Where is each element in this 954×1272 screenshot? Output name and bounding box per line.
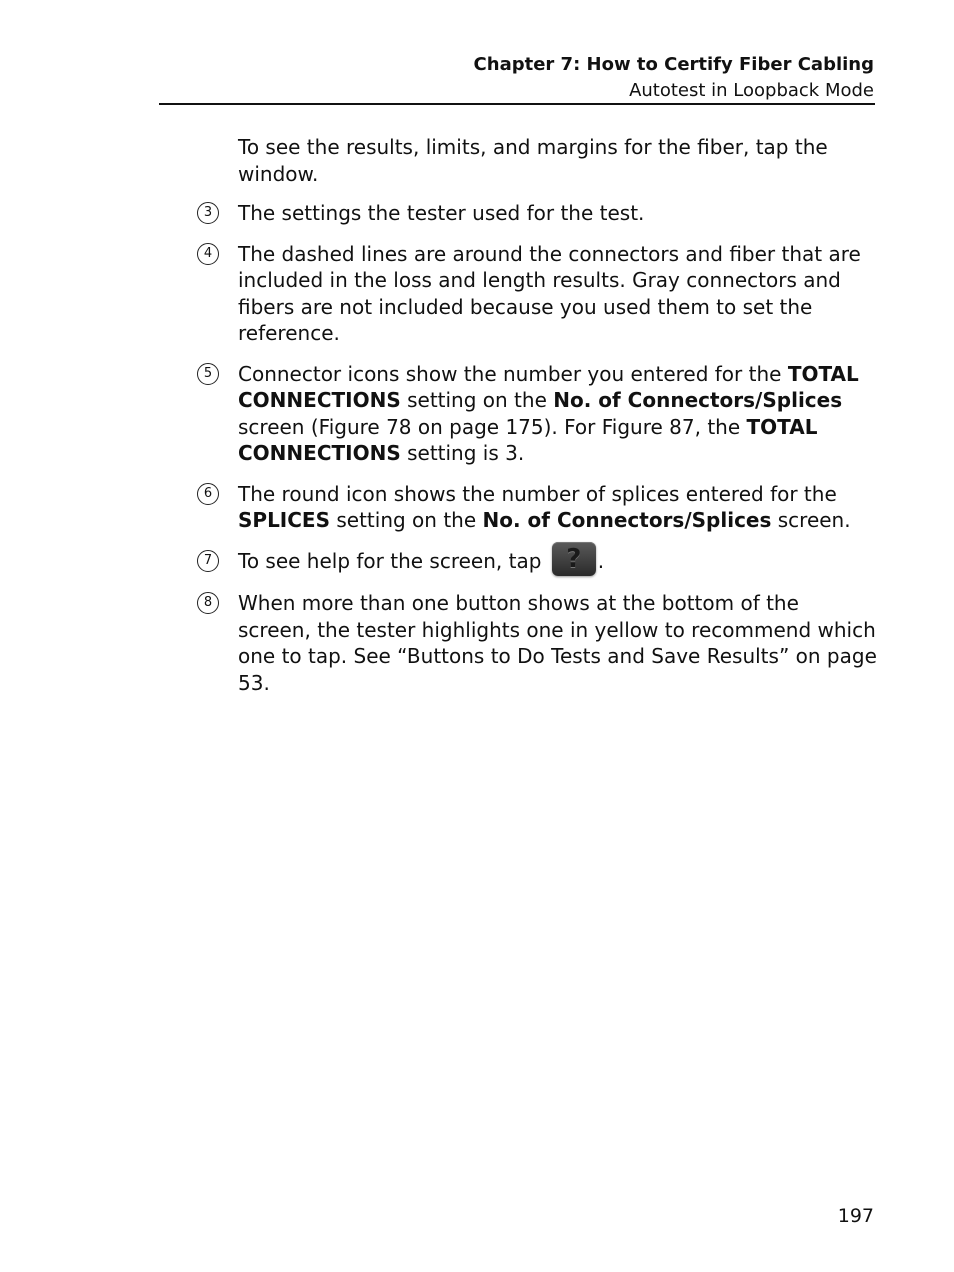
running-header (474, 52, 874, 104)
numbered-list (203, 200, 878, 696)
section-title: Autotest in Loopback Mode (629, 80, 874, 101)
callout-number: 5 (197, 363, 219, 385)
bold-term: TOTAL CONNECTIONS (238, 414, 818, 465)
list-item (203, 544, 878, 577)
bold-term: No. of Connectors/Splices (482, 508, 772, 532)
header-rule (159, 103, 875, 105)
help-icon: ? (552, 542, 596, 576)
callout-number: 4 (197, 243, 219, 265)
bold-term: No. of Connectors/Splices (553, 388, 843, 412)
list-item (203, 361, 878, 467)
item-text-segment: The settings the tester used for the test. (238, 201, 645, 225)
list-item (203, 590, 878, 696)
item-text-segment: setting is 3. (400, 441, 525, 465)
item-text (238, 481, 878, 534)
callout-number: 3 (197, 202, 219, 224)
item-text (238, 544, 878, 577)
chapter-title: Chapter 7: How to Certify Fiber Cabling (473, 54, 874, 75)
item-text (238, 361, 878, 467)
bold-term: TOTAL CONNECTIONS (238, 361, 859, 412)
list-item (203, 241, 878, 347)
item-text (238, 241, 878, 347)
callout-number: 7 (197, 550, 219, 572)
item-text-segment: When more than one button shows at the bottom of the screen, the tester highlights one in yellow to recommend which one to tap. See “Buttons to Do Tests and Save Results” on page 53. (238, 591, 877, 695)
item-text-segment: setting on the (330, 508, 483, 532)
bold-term: SPLICES (238, 508, 330, 532)
list-item (203, 200, 878, 227)
page-number: 197 (837, 1205, 874, 1227)
item-text (238, 590, 878, 696)
intro-paragraph: To see the results, limits, and margins for the fiber, tap the window. (238, 135, 828, 186)
callout-number: 6 (197, 483, 219, 505)
item-text-segment: screen (Figure 78 on page 175). For Figure 87, the (238, 414, 747, 439)
item-text-segment: The dashed lines are around the connectors and fiber that are included in the loss and length results. Gray connectors and fibers are not included because you used them to set the reference. (238, 241, 861, 345)
callout-number: 8 (197, 592, 219, 614)
item-text-segment: screen. (771, 508, 851, 532)
item-text-segment: Connector icons show the number you entered for the (238, 361, 788, 386)
item-text (238, 200, 878, 227)
list-item (203, 481, 878, 534)
body-content (203, 134, 878, 710)
item-text-segment: setting on the (400, 388, 554, 412)
item-text-segment: To see help for the screen, tap (238, 548, 548, 573)
item-text-segment: The round icon shows the number of splices entered for the (238, 481, 837, 506)
item-text-segment: . (597, 548, 605, 573)
